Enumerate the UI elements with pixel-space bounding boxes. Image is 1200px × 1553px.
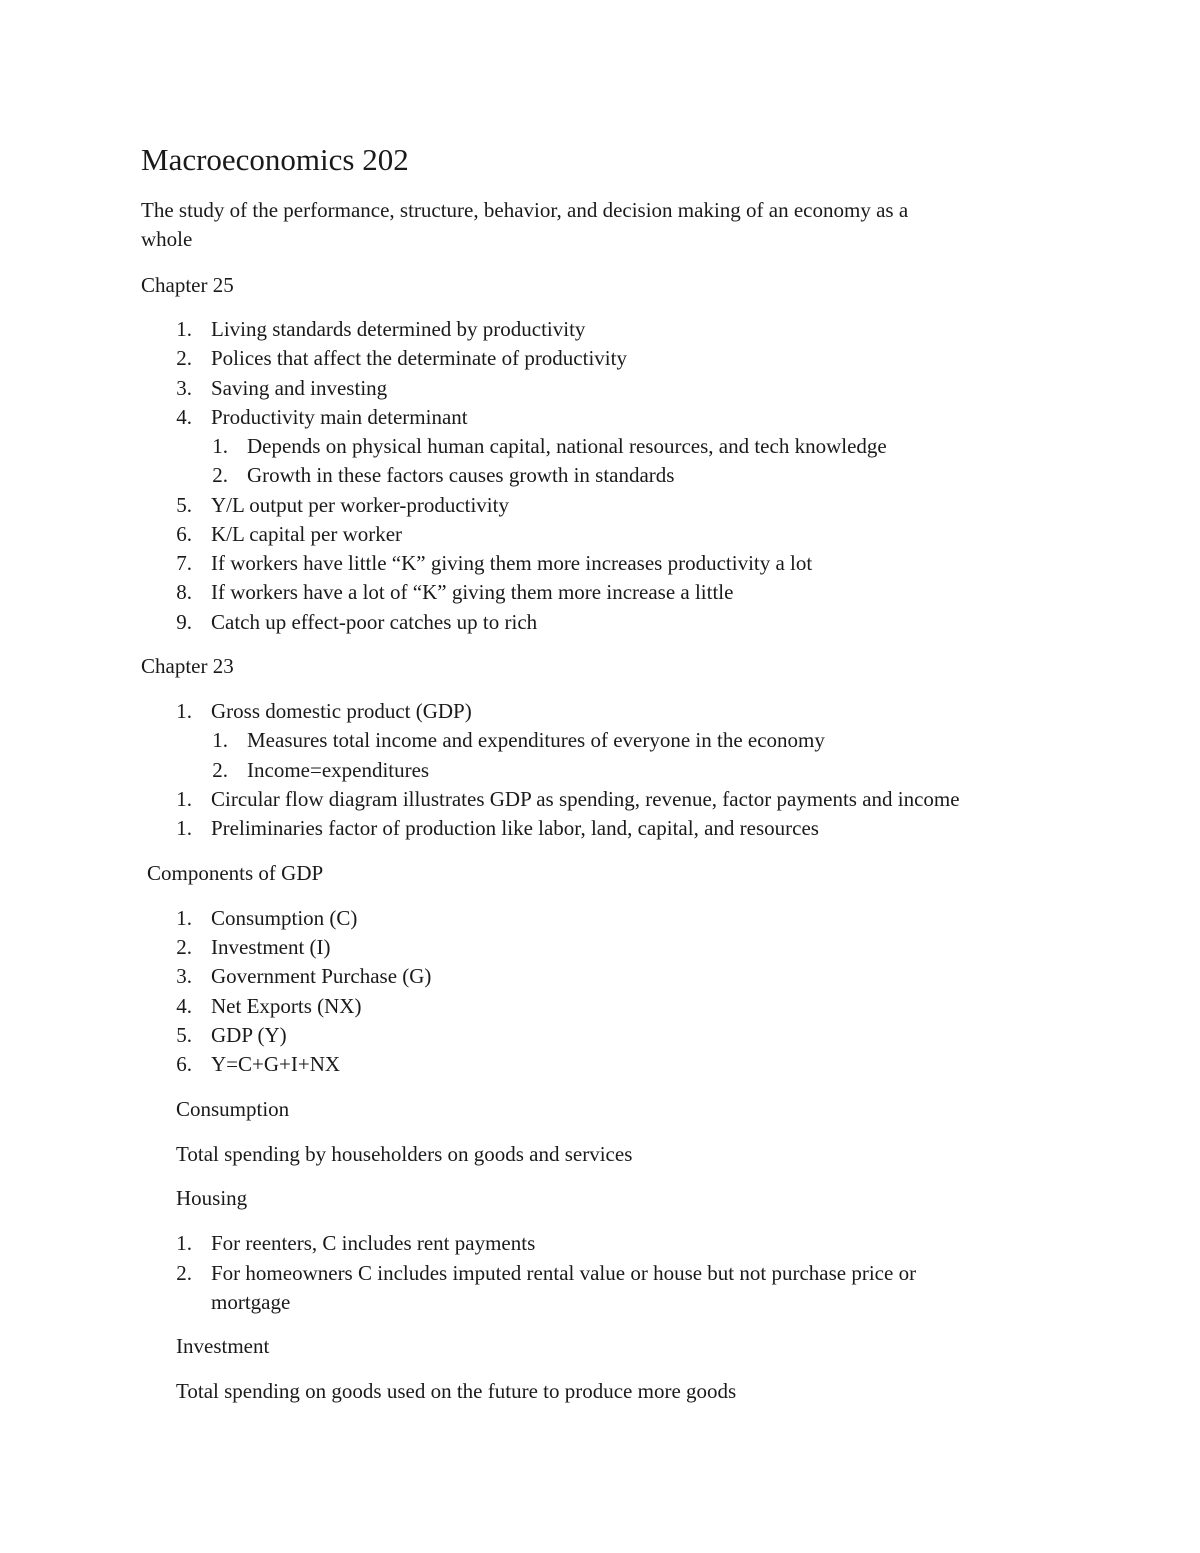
list-item: Investment (I) [211, 935, 331, 959]
components-heading: Components of GDP [147, 861, 324, 885]
list-number: 4. [176, 405, 192, 429]
list-number: 7. [176, 551, 192, 575]
list-number: 3. [176, 376, 192, 400]
list-item: Catch up effect-poor catches up to rich [211, 610, 538, 634]
investment-definition: Total spending on goods used on the future to produce more goods [176, 1379, 737, 1403]
list-item: If workers have a lot of “K” giving them more increase a little [211, 580, 734, 604]
list-item: Y=C+G+I+NX [211, 1052, 341, 1076]
list-item-continuation: mortgage [211, 1290, 291, 1314]
intro-text-line-2: whole [141, 227, 193, 251]
list-number: 1. [176, 699, 192, 723]
list-item: For reenters, C includes rent payments [211, 1231, 536, 1255]
housing-heading: Housing [176, 1186, 248, 1210]
consumption-definition: Total spending by householders on goods and services [176, 1142, 633, 1166]
list-item: Net Exports (NX) [211, 994, 362, 1018]
list-item: Circular flow diagram illustrates GDP as spending, revenue, factor payments and income [211, 787, 960, 811]
list-item: Preliminaries factor of production like labor, land, capital, and resources [211, 816, 819, 840]
list-item: Y/L output per worker-productivity [211, 493, 509, 517]
list-number: 2. [176, 346, 192, 370]
list-item: Consumption (C) [211, 906, 358, 930]
sublist-number: 2. [212, 758, 228, 782]
consumption-heading: Consumption [176, 1097, 290, 1121]
list-item: GDP (Y) [211, 1023, 287, 1047]
list-number: 2. [176, 935, 192, 959]
list-number: 1. [176, 906, 192, 930]
list-number: 1. [176, 787, 192, 811]
investment-heading: Investment [176, 1334, 270, 1358]
list-item: K/L capital per worker [211, 522, 403, 546]
list-item: Saving and investing [211, 376, 388, 400]
list-number: 1. [176, 317, 192, 341]
sublist-item: Growth in these factors causes growth in standards [247, 463, 675, 487]
list-item: Productivity main determinant [211, 405, 468, 429]
chapter-25-heading: Chapter 25 [141, 273, 234, 297]
list-number: 6. [176, 1052, 192, 1076]
list-item: Polices that affect the determinate of productivity [211, 346, 627, 370]
list-number: 6. [176, 522, 192, 546]
page-title: Macroeconomics 202 [141, 142, 409, 177]
list-number: 5. [176, 493, 192, 517]
list-item: For homeowners C includes imputed rental value or house but not purchase price or [211, 1261, 917, 1285]
intro-text-line-1: The study of the performance, structure, behavior, and decision making of an economy as a [141, 198, 909, 222]
list-item: Living standards determined by productivity [211, 317, 586, 341]
sublist-item: Income=expenditures [247, 758, 430, 782]
list-number: 3. [176, 964, 192, 988]
sublist-item: Depends on physical human capital, national resources, and tech knowledge [247, 434, 887, 458]
list-number: 1. [176, 1231, 192, 1255]
list-number: 4. [176, 994, 192, 1018]
sublist-number: 1. [212, 434, 228, 458]
list-item: Government Purchase (G) [211, 964, 432, 988]
list-number: 2. [176, 1261, 192, 1285]
list-number: 9. [176, 610, 192, 634]
list-item: If workers have little “K” giving them more increases productivity a lot [211, 551, 813, 575]
list-number: 8. [176, 580, 192, 604]
sublist-number: 1. [212, 728, 228, 752]
list-item: Gross domestic product (GDP) [211, 699, 472, 723]
sublist-item: Measures total income and expenditures of everyone in the economy [247, 728, 825, 752]
list-number: 5. [176, 1023, 192, 1047]
list-number: 1. [176, 816, 192, 840]
sublist-number: 2. [212, 463, 228, 487]
chapter-23-heading: Chapter 23 [141, 654, 234, 678]
